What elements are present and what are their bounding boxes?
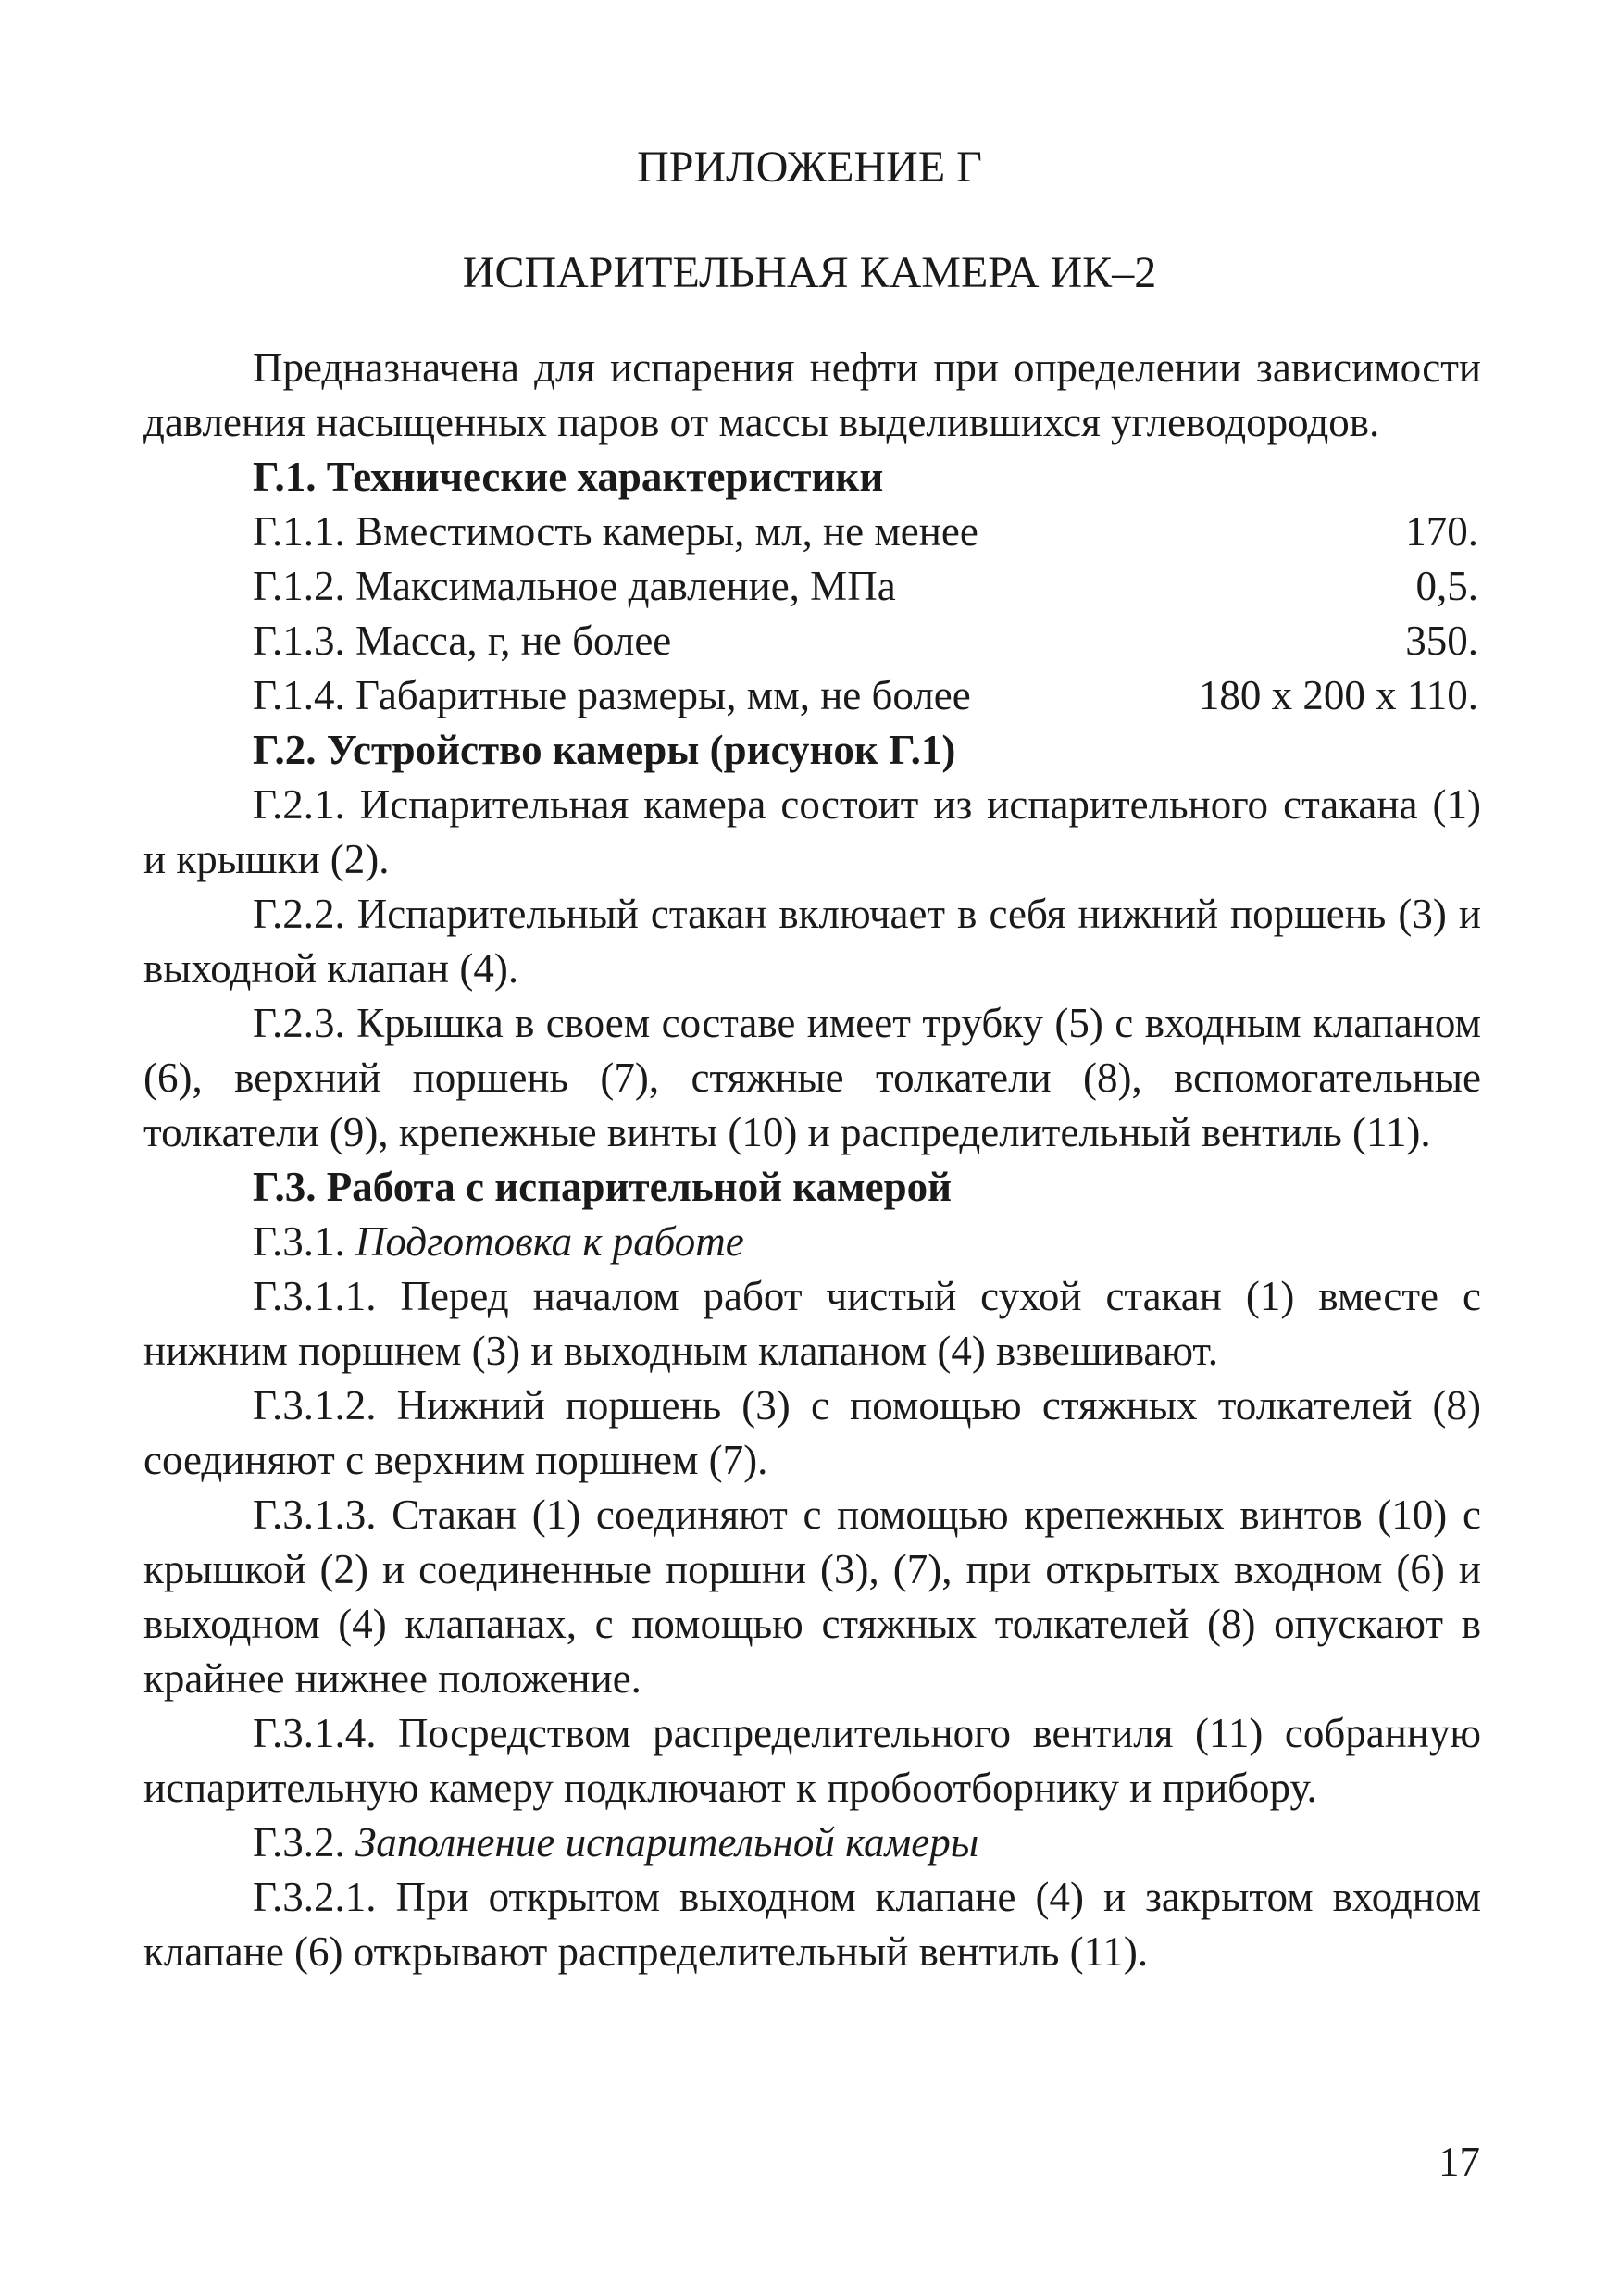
subsection-title: Заполнение испарительной камеры [355,1819,979,1866]
spec-value: 350. [1405,618,1478,664]
spec-row [143,668,1481,723]
paragraph: Г.3.1.4. Посредством распределительного вентиля (11) собранную испарительную камеру подключают к пробоотборнику и прибору. [143,1710,1481,1811]
spec-row [143,505,1481,559]
paragraph: Г.3.1.2. Нижний поршень (3) с помощью стяжных толкателей (8) соединяют с верхним поршнем (7). [143,1382,1481,1483]
subsection-3-2-heading [143,1816,1481,1870]
subsection-3-1-heading [143,1215,1481,1269]
document-body [143,341,1481,1979]
paragraph: Г.3.1.1. Перед началом работ чистый сухой стакан (1) вместе с нижним поршнем (3) и выходным клапаном (4) взвешивают. [143,1273,1481,1374]
appendix-title: ИСПАРИТЕЛЬНАЯ КАМЕРА ИК–2 [462,248,1157,297]
subsection-title: Подготовка к работе [355,1218,744,1265]
subsection-number: Г.3.1. [253,1218,345,1265]
spec-label: Г.1.3. Масса, г, не более [253,618,672,664]
page-number: 17 [1438,2139,1480,2185]
section-2-heading: Г.2. Устройство камеры (рисунок Г.1) [253,727,956,773]
intro-paragraph: Предназначена для испарения нефти при определении зависимости давления насыщенных паров от массы выделившихся углеводородов. [143,344,1481,445]
paragraph: Г.2.3. Крышка в своем составе имеет трубку (5) с входным клапаном (6), верхний поршень (7), стяжные толкатели (8), вспомогательные толкатели (9), крепежные винты (10) и распределительный вентиль (11). [143,1000,1481,1155]
spec-row [143,559,1481,614]
spec-value: 170. [1405,508,1478,555]
paragraph: Г.2.2. Испарительный стакан включает в себя нижний поршень (3) и выходной клапан (4). [143,891,1481,992]
spec-row [143,614,1481,668]
appendix-label: ПРИЛОЖЕНИЕ Г [637,143,982,192]
spec-label: Г.1.2. Максимальное давление, МПа [253,563,896,609]
spec-value: 180 х 200 х 110. [1198,672,1478,718]
paragraph: Г.3.2.1. При открытом выходном клапане (4) и закрытом входном клапане (6) открывают распределительный вентиль (11). [143,1874,1481,1975]
paragraph: Г.3.1.3. Стакан (1) соединяют с помощью крепежных винтов (10) с крышкой (2) и соединенные поршни (3), (7), при открытых входном (6) и выходном (4) клапанах, с помощью стяжных толкателей (8) опускают в крайнее нижнее положение. [143,1491,1481,1702]
section-1-heading: Г.1. Технические характеристики [253,454,884,500]
spec-label: Г.1.4. Габаритные размеры, мм, не более [253,672,971,718]
paragraph: Г.2.1. Испарительная камера состоит из испарительного стакана (1) и крышки (2). [143,781,1481,882]
subsection-number: Г.3.2. [253,1819,345,1866]
spec-label: Г.1.1. Вместимость камеры, мл, не менее [253,508,978,555]
spec-value: 0,5. [1415,563,1478,609]
section-3-heading: Г.3. Работа с испарительной камерой [253,1164,953,1210]
